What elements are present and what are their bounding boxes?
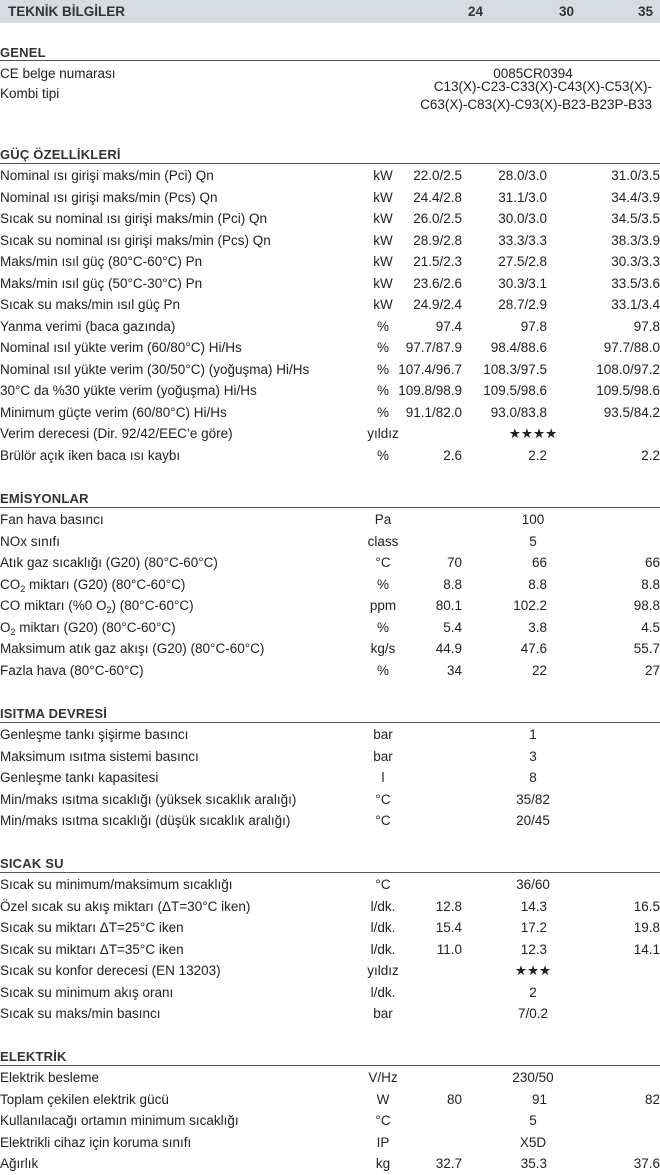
row-unit: yıldız <box>367 426 399 441</box>
table-row <box>0 897 660 918</box>
row-unit: yıldız <box>367 963 399 978</box>
value-model-30: 30.3/3.1 <box>498 275 547 291</box>
subscript: 2 <box>10 626 16 637</box>
table-row <box>0 1154 660 1175</box>
table-row <box>0 940 660 961</box>
row-label: Sıcak su konfor derecesi (EN 13203) <box>0 963 221 978</box>
value-line: C63(X)-C83(X)-C93(X)-B23-B23P-B33 <box>420 97 652 112</box>
value-model-35: 34.4/3.9 <box>611 189 660 205</box>
value-all-models: 35/82 <box>516 791 550 807</box>
row-label: Nominal ısı girişi maks/min (Pci) Qn <box>0 168 214 183</box>
value-all-models: 1 <box>529 727 537 742</box>
row-unit: % <box>376 404 390 420</box>
table-row <box>0 661 660 682</box>
row-label: Sıcak su miktarı ΔT=25°C iken <box>0 920 184 935</box>
row-unit: l/dk. <box>370 984 396 1000</box>
row-label: CE belge numarası <box>0 66 116 81</box>
row-label: Sıcak su nominal ısı girişi maks/min (Pcs) Qn <box>0 232 271 248</box>
value-model-30: 108.3/97.5 <box>483 361 547 377</box>
value-model-24: 26.0/2.5 <box>413 211 462 226</box>
row-unit: % <box>376 318 390 334</box>
value-all-models: 5 <box>529 1113 537 1128</box>
table-row <box>0 79 660 112</box>
table-row <box>0 639 660 660</box>
label-part: CO miktarı (%0 O <box>0 598 107 613</box>
table-row <box>0 1133 660 1154</box>
value-model-35: 16.5 <box>633 898 660 914</box>
subscript: 2 <box>106 605 112 615</box>
table-row <box>0 725 660 746</box>
row-unit: kW <box>373 275 393 291</box>
row-label: Atık gaz sıcaklığı (G20) (80°C-60°C) <box>0 555 218 570</box>
row-label: Maks/min ısıl güç (80°C-60°C) Pn <box>0 254 203 269</box>
row-label: Verim derecesi (Dir. 92/42/EEC’e göre) <box>0 426 233 441</box>
section-divider <box>0 1065 660 1066</box>
label-part: CO <box>0 576 21 592</box>
value-model-35: 82 <box>644 1091 660 1107</box>
row-unit: % <box>376 361 390 377</box>
header-model-30: 30 <box>558 4 574 19</box>
table-row <box>0 424 660 445</box>
value-all-models: 36/60 <box>516 877 550 892</box>
row-label: Toplam çekilen elektrik gücü <box>0 1091 169 1107</box>
value-model-24: 11.0 <box>436 941 462 957</box>
value-model-30: 47.6 <box>520 641 547 656</box>
value-model-30: 91 <box>531 1091 547 1107</box>
value-model-24: 24.9/2.4 <box>413 297 462 312</box>
value-model-24: 15.4 <box>435 920 462 935</box>
row-unit: % <box>376 383 390 398</box>
header-model-35: 35 <box>637 4 653 19</box>
value-model-35: 31.0/3.5 <box>611 168 660 183</box>
table-row <box>0 510 660 531</box>
value-model-24: 22.0/2.5 <box>413 168 462 183</box>
row-label: Kullanılacağı ortamın minimum sıcaklığı <box>0 1113 239 1128</box>
row-label <box>0 577 185 592</box>
value-model-24: 97.4 <box>435 318 462 334</box>
row-unit: l/dk. <box>370 920 396 935</box>
table-row <box>0 274 660 295</box>
row-label: Nominal ısıl yükte verim (60/80°C) Hi/Hs <box>0 340 242 355</box>
section-divider <box>0 872 660 873</box>
row-unit: % <box>376 340 390 355</box>
table-row <box>0 188 660 209</box>
table-row <box>0 338 660 359</box>
table-row <box>0 1068 660 1089</box>
value-model-35: 4.5 <box>641 619 660 635</box>
value-model-35: 66 <box>644 555 660 570</box>
value-model-30: 12.3 <box>520 941 547 957</box>
row-unit: kW <box>373 189 393 205</box>
value-model-24: 28.9/2.8 <box>413 232 462 248</box>
table-row <box>0 747 660 768</box>
value-model-30: 98.4/88.6 <box>490 340 547 355</box>
table-row <box>0 575 660 596</box>
table-row <box>0 231 660 252</box>
row-unit: % <box>376 662 390 678</box>
label-part: miktarı (G20) (80°C-60°C) <box>15 619 176 635</box>
section-title-guc: GÜÇ ÖZELLİKLERİ <box>0 147 121 162</box>
row-unit: °C <box>375 791 391 807</box>
value-model-24: 97.7/87.9 <box>405 340 462 355</box>
row-unit: kg/s <box>370 641 396 656</box>
row-unit: °C <box>375 1113 391 1128</box>
value-model-35: 109.5/98.6 <box>596 383 660 398</box>
table-row <box>0 166 660 187</box>
table-row <box>0 811 660 832</box>
value-model-24: 5.4 <box>443 619 462 635</box>
row-label: 30°C da %30 yükte verim (yoğuşma) Hi/Hs <box>0 383 257 398</box>
value-model-35: 93.5/84.2 <box>603 404 660 420</box>
value-model-30: 33.3/3.3 <box>498 232 547 248</box>
value-model-30: 109.5/98.6 <box>483 383 547 398</box>
table-row <box>0 1111 660 1132</box>
row-unit: l/dk. <box>370 898 396 914</box>
row-label: Minimum güçte verim (60/80°C) Hi/Hs <box>0 404 227 420</box>
value-model-30: 3.8 <box>528 619 547 635</box>
value-model-35: 98.8 <box>633 598 660 613</box>
table-row <box>0 768 660 789</box>
row-label: Fazla hava (80°C-60°C) <box>0 662 144 678</box>
row-unit: Pa <box>374 512 392 527</box>
header-model-24: 24 <box>467 4 483 19</box>
value-model-35: 2.2 <box>641 447 660 463</box>
table-row <box>0 209 660 230</box>
row-unit: °C <box>375 877 391 892</box>
value-model-30: 8.8 <box>528 576 547 592</box>
value-all-models: 7/0.2 <box>517 1006 549 1021</box>
table-row <box>0 446 660 467</box>
row-unit: % <box>376 447 390 463</box>
row-unit: °C <box>375 813 391 828</box>
table-row <box>0 961 660 982</box>
row-unit: IP <box>376 1134 390 1150</box>
value-model-35: 33.1/3.4 <box>611 297 660 312</box>
value-line: C13(X)-C23-C33(X)-C43(X)-C53(X)- <box>433 79 652 94</box>
table-row <box>0 317 660 338</box>
row-unit: % <box>376 619 390 635</box>
value-model-24: 2.6 <box>443 447 462 463</box>
table-row <box>0 360 660 381</box>
value-model-30: 102.2 <box>513 598 547 613</box>
value-model-24: 12.8 <box>435 898 462 914</box>
label-part: miktarı (G20) (80°C-60°C) <box>25 576 186 592</box>
value-model-30: 14.3 <box>520 898 547 914</box>
row-label: Özel sıcak su akış miktarı (ΔT=30°C iken) <box>0 898 251 914</box>
row-label: Sıcak su miktarı ΔT=35°C iken <box>0 941 184 957</box>
row-label: Sıcak su maks/min ısıl güç Pn <box>0 297 181 312</box>
row-label: Elektrikli cihaz için koruma sınıfı <box>0 1134 192 1150</box>
row-unit: kW <box>373 211 393 226</box>
row-unit: kW <box>373 232 393 248</box>
row-unit: l/dk. <box>370 941 396 957</box>
section-divider <box>0 507 660 508</box>
value-model-35: 97.8 <box>633 318 660 334</box>
row-unit: % <box>376 576 390 592</box>
value-model-35: 38.3/3.9 <box>611 232 660 248</box>
value-model-30: 22 <box>531 662 547 678</box>
row-label: Sıcak su maks/min basıncı <box>0 1006 161 1021</box>
value-model-24: 107.4/96.7 <box>398 361 462 377</box>
value-model-35: 19.8 <box>633 920 660 935</box>
row-label: Nominal ısı girişi maks/min (Pcs) Qn <box>0 189 218 205</box>
row-label: Sıcak su nominal ısı girişi maks/min (Pci) Qn <box>0 211 268 226</box>
row-label: Genleşme tankı şişirme basıncı <box>0 727 189 742</box>
row-label: Sıcak su minimum/maksimum sıcaklığı <box>0 877 233 892</box>
value-model-24: 70 <box>446 555 462 570</box>
value-all-models: 5 <box>529 533 537 549</box>
value-model-30: 28.7/2.9 <box>498 297 547 312</box>
value-multiline <box>420 78 652 114</box>
table-row <box>0 252 660 273</box>
row-label: Maksimum atık gaz akışı (G20) (80°C-60°C) <box>0 641 265 656</box>
row-unit: bar <box>373 727 393 742</box>
subscript: 2 <box>20 583 26 594</box>
table-row <box>0 596 660 617</box>
value-model-30: 2.2 <box>528 447 547 463</box>
value-model-35: 108.0/97.2 <box>596 361 660 377</box>
table-row <box>0 618 660 639</box>
value-model-35: 55.7 <box>633 641 660 656</box>
row-unit: class <box>367 533 399 549</box>
table-row <box>0 403 660 424</box>
value-all-models: 3 <box>529 748 537 764</box>
row-unit: kW <box>373 168 393 183</box>
value-all-models: ★★★ <box>514 963 552 978</box>
value-model-35: 33.5/3.6 <box>611 275 660 291</box>
row-label <box>0 620 176 635</box>
row-unit: °C <box>375 555 391 570</box>
value-model-35: 8.8 <box>641 576 660 592</box>
row-label: Ağırlık <box>0 1156 39 1171</box>
row-label: Yanma verimi (baca gazında) <box>0 318 176 334</box>
value-model-35: 34.5/3.5 <box>611 211 660 226</box>
value-all-models: 8 <box>529 770 537 785</box>
table-row <box>0 1090 660 1111</box>
table-row <box>0 381 660 402</box>
row-unit: bar <box>373 1006 393 1021</box>
value-all-models: ★★★★ <box>508 426 558 441</box>
row-unit: kg <box>375 1156 391 1171</box>
section-divider <box>0 163 660 164</box>
section-title-isitma: ISITMA DEVRESİ <box>0 706 108 721</box>
value-model-24: 8.8 <box>443 576 462 592</box>
table-row <box>0 1004 660 1025</box>
row-label: Genleşme tankı kapasitesi <box>0 770 159 785</box>
row-label: Nominal ısıl yükte verim (30/50°C) (yoğuşma) Hi/Hs <box>0 361 310 377</box>
row-label: NOx sınıfı <box>0 533 61 549</box>
row-label: Maksimum ısıtma sistemi basıncı <box>0 748 199 764</box>
row-label: Elektrik besleme <box>0 1070 100 1085</box>
value-model-24: 32.7 <box>435 1156 462 1171</box>
value-model-30: 97.8 <box>520 318 547 334</box>
value-model-30: 31.1/3.0 <box>498 189 547 205</box>
row-label <box>0 598 194 613</box>
value-all-models: 20/45 <box>516 813 550 828</box>
row-label: Min/maks ısıtma sıcaklığı (yüksek sıcaklık aralığı) <box>0 791 297 807</box>
row-label: Brülör açık iken baca ısı kaybı <box>0 447 181 463</box>
value-model-24: 44.9 <box>435 641 462 656</box>
row-unit: kW <box>373 297 393 312</box>
label-part: ) (80°C-60°C) <box>111 598 194 613</box>
row-label: Sıcak su minimum akış oranı <box>0 984 174 1000</box>
row-unit: W <box>376 1091 390 1107</box>
value-model-24: 23.6/2.6 <box>413 275 462 291</box>
section-title-genel: GENEL <box>0 45 46 60</box>
table-header <box>0 0 660 23</box>
value-model-35: 97.7/88.0 <box>603 340 660 355</box>
row-unit: l <box>381 770 385 785</box>
value-all-models: 2 <box>529 984 537 1000</box>
table-row <box>0 983 660 1004</box>
value-all-models: 230/50 <box>512 1070 554 1085</box>
row-label: Fan hava basıncı <box>0 512 104 527</box>
value-model-35: 37.6 <box>633 1156 660 1171</box>
value-all-models: 100 <box>521 512 545 527</box>
row-label: Maks/min ısıl güç (50°C-30°C) Pn <box>0 275 203 291</box>
table-row <box>0 790 660 811</box>
row-unit: V/Hz <box>368 1070 398 1085</box>
value-all-models: 0085CR0394 <box>493 66 573 81</box>
value-model-30: 27.5/2.8 <box>498 254 547 269</box>
table-row <box>0 553 660 574</box>
row-label: Min/maks ısıtma sıcaklığı (düşük sıcaklık aralığı) <box>0 813 291 828</box>
value-model-24: 80 <box>446 1091 462 1107</box>
section-divider <box>0 60 660 61</box>
table-row <box>0 295 660 316</box>
value-model-30: 28.0/3.0 <box>498 168 547 183</box>
value-model-24: 34 <box>446 662 462 678</box>
value-model-24: 24.4/2.8 <box>413 189 462 205</box>
value-model-24: 21.5/2.3 <box>413 254 462 269</box>
value-model-35: 27 <box>644 662 660 678</box>
section-title-elektrik: ELEKTRİK <box>0 1049 67 1064</box>
label-part: O <box>0 619 11 635</box>
table-row <box>0 875 660 896</box>
table-row <box>0 918 660 939</box>
value-model-24: 109.8/98.9 <box>398 383 462 398</box>
value-model-24: 91.1/82.0 <box>405 404 462 420</box>
section-title-emisyonlar: EMİSYONLAR <box>0 491 89 506</box>
value-all-models: X5D <box>519 1134 547 1150</box>
header-title: TEKNİK BİLGİLER <box>8 4 125 19</box>
value-model-35: 30.3/3.3 <box>611 254 660 269</box>
value-model-30: 17.2 <box>520 920 547 935</box>
row-unit: ppm <box>369 598 397 613</box>
value-model-30: 66 <box>531 555 547 570</box>
value-model-30: 93.0/83.8 <box>490 404 547 420</box>
row-unit: bar <box>373 748 393 764</box>
value-model-30: 35.3 <box>520 1156 547 1171</box>
value-model-24: 80.1 <box>435 598 462 613</box>
value-model-35: 14.1 <box>633 941 660 957</box>
row-unit: kW <box>373 254 393 269</box>
section-divider <box>0 722 660 723</box>
row-label: Kombi tipi <box>0 86 60 101</box>
value-model-30: 30.0/3.0 <box>498 211 547 226</box>
section-title-sicaksu: SICAK SU <box>0 856 64 871</box>
table-row <box>0 532 660 553</box>
